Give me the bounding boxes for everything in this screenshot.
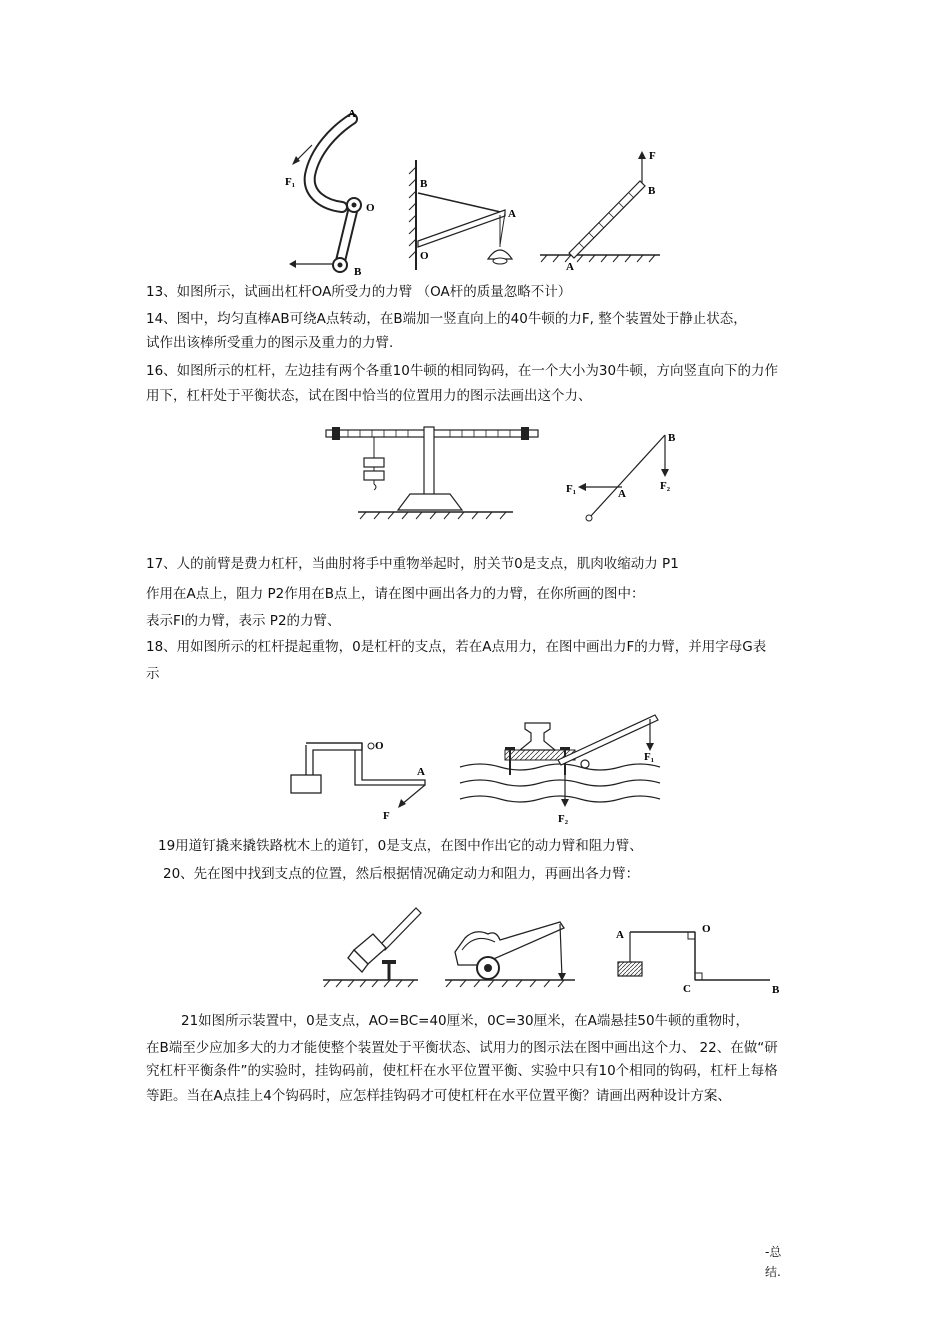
question-18-line2: 示 bbox=[146, 666, 160, 682]
label-B: B bbox=[668, 432, 676, 444]
question-21-line3: 究杠杆平衡条件”的实验时，挂钩码前，使杠杆在水平位置平衡、实验中只有10个相同的钩码，杠杆上每格 bbox=[146, 1063, 778, 1079]
question-21-line4: 等距。当在A点挂上4个钩码时，应怎样挂钩码才可使杠杆在水平位置平衡？请画出两种设计方案、 bbox=[146, 1088, 731, 1104]
footer-line2: 结. bbox=[765, 1265, 781, 1279]
label-B: B bbox=[648, 185, 656, 197]
label-F1: F₁ bbox=[566, 483, 577, 495]
label-A: A bbox=[566, 261, 574, 273]
label-B: B bbox=[772, 984, 780, 996]
label-F: F bbox=[649, 150, 656, 162]
label-A: A bbox=[417, 766, 425, 778]
label-F2: F₂ bbox=[558, 813, 569, 825]
question-13: 13、如图所示，试画出杠杆OA所受力的力臂 （OA杆的质量忽略不计） bbox=[146, 284, 572, 300]
label-A: A bbox=[618, 488, 626, 500]
label-O: O bbox=[366, 202, 375, 214]
question-20: 20、先在图中找到支点的位置，然后根据情况确定动力和阻力，再画出各力臂： bbox=[163, 866, 640, 882]
label-B: B bbox=[354, 266, 362, 278]
figure-16-bent-lever bbox=[562, 425, 692, 525]
label-A: A bbox=[348, 108, 356, 120]
label-O: O bbox=[375, 740, 384, 752]
question-17-line3: 表示Fl的力臂，表示 P2的力臂、 bbox=[146, 613, 341, 629]
question-19: 19用道钉撬来撬铁路枕木上的道钉，0是支点，在图中作出它的动力臂和阻力臂、 bbox=[158, 838, 643, 854]
label-F1: F₁ bbox=[644, 751, 655, 763]
label-B: B bbox=[420, 178, 428, 190]
figure-20-hammer bbox=[318, 900, 423, 990]
question-18-line1: 18、用如图所示的杠杆提起重物，0是杠杆的支点，若在A点用力，在图中画出力F的力臂，并用字母G表 bbox=[146, 639, 767, 655]
question-16-line2: 用下，杠杆处于平衡状态，试在图中恰当的位置用力的图示法画出这个力、 bbox=[146, 388, 592, 404]
question-21-line1: 21如图所示装置中，0是支点，AO=BC=40厘米，0C=30厘米，在A端悬挂50牛顿的重物时， bbox=[181, 1013, 750, 1029]
question-14-line1: 14、图中，均匀直棒AB可绕A点转动，在B端加一竖直向上的40牛顿的力F, 整个装置处于静止状态， bbox=[146, 311, 747, 327]
figure-13-curved-lever bbox=[280, 105, 400, 280]
question-14-line2: 试作出该棒所受重力的图示及重力的力臂. bbox=[146, 335, 394, 351]
label-C: C bbox=[683, 983, 691, 995]
question-16-line1: 16、如图所示的杠杆，左边挂有两个各重10牛顿的相同钩码，在一个大小为30牛顿，方向竖直向下的力作 bbox=[146, 363, 779, 379]
question-17-line2: 作用在A点上，阻力 P2作用在B点上，请在图中画出各力的力臂，在你所画的图中： bbox=[146, 586, 645, 602]
label-F1: F₁ bbox=[285, 176, 296, 188]
footer-line1: -总 bbox=[765, 1245, 782, 1259]
figure-19-spike-crowbar bbox=[455, 705, 670, 830]
label-A: A bbox=[508, 208, 516, 220]
label-F: F bbox=[383, 810, 390, 822]
figure-20-wheelbarrow bbox=[440, 910, 580, 990]
label-O: O bbox=[702, 923, 711, 935]
label-F2: F₂ bbox=[660, 480, 671, 492]
figure-21-bent-lever-aoc bbox=[610, 920, 790, 1005]
figure-18-lever-with-weight bbox=[285, 735, 435, 830]
figure-16-balance-lever bbox=[318, 420, 548, 530]
figure-14-inclined-rod bbox=[535, 145, 665, 275]
question-17-line1: 17、人的前臂是费力杠杆，当曲肘将手中重物举起时，肘关节0是支点，肌肉收缩动力 P1 bbox=[146, 556, 679, 572]
label-A: A bbox=[616, 929, 624, 941]
label-O: O bbox=[420, 250, 429, 262]
question-21-line2: 在B端至少应加多大的力才能使整个装置处于平衡状态、试用力的图示法在图中画出这个力、 22、在做“研 bbox=[146, 1040, 778, 1056]
figure-13-wall-bracket bbox=[400, 155, 525, 275]
